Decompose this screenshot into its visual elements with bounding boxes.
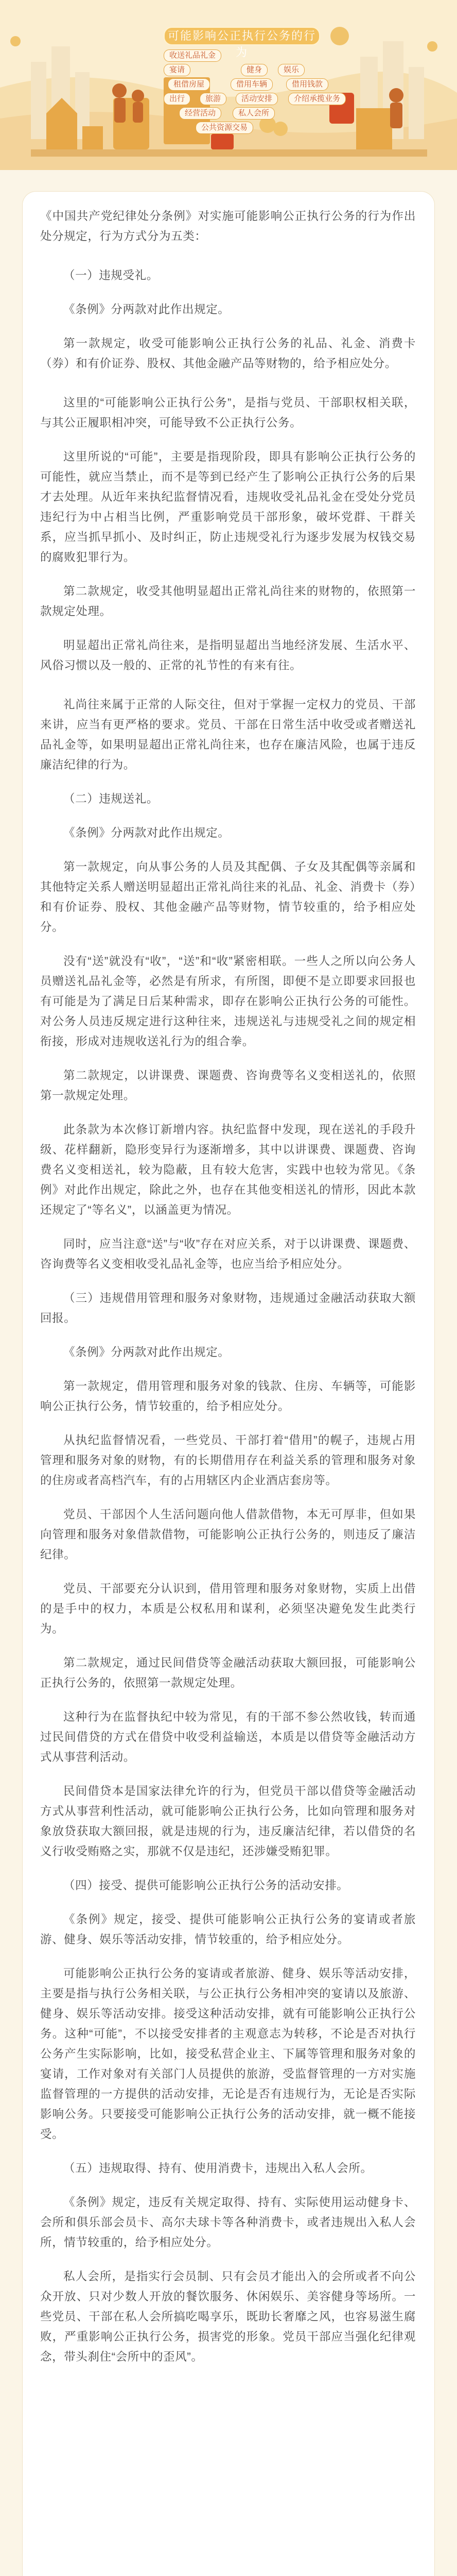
banner-title: 可能影响公正执行公务的行为: [164, 27, 320, 45]
paragraph: 这里的“可能影响公正执行公务”，是指与党员、干部职权相关联，与其公正履职相冲突，可能导致不公正执行公务。: [40, 396, 416, 429]
paragraph: 这里所说的“可能”，主要是指现阶段，即具有影响公正执行公务的可能性，就应当禁止，而不是等到已经产生了影响公正执行公务的后果才去处理。从近年来执纪监督情况看，违规收受礼品礼金在受处分党员违纪行为中占相当比例，严重影响党员干部形象，破坏党群、干群关系，应当抓早抓小、及时纠正，防止违规受礼行为逐步发展为权钱交易的腐败犯罪行为。: [40, 450, 416, 564]
section-heading: （三）违规借用管理和服务对象财物，违规通过金融活动获取大额回报。: [40, 1292, 416, 1325]
paragraph: 明显超出正常礼尚往来，是指明显超出当地经济发展、生活水平、风俗习惯以及一般的、正常的礼节性的有来有往。: [40, 639, 416, 672]
banner-tag: 娱乐: [278, 64, 305, 76]
banner-tag: 健身: [241, 64, 268, 76]
paragraph: 没有“送”就没有“收”，“送”和“收”紧密相联。一些人之所以向公务人员赠送礼品礼金等，必然是有所求，有所图，即便不是立即要求回报也有可能是为了满足日后某种需求，即存在影响公正执行公务的可能性。对公务人员违反规定进行这种往来，违规送礼与违规受礼之间的规定相衔接，形成对违规收送礼行为的组合拳。: [40, 955, 416, 1048]
paragraph: 从执纪监督情况看，一些党员、干部打着“借用”的幌子，违规占用管理和服务对象的财物，有的长期借用存在利益关系的管理和服务对象的住房或者高档汽车，有的占用辖区内企业酒店套房等。: [40, 1434, 416, 1487]
paragraph: 这种行为在监督执纪中较为常见，有的干部不参公然收钱，转而通过民间借贷的方式在借贷中收受利益输送，本质是以借贷等金融活动方式从事营利活动。: [40, 1710, 416, 1764]
banner-tag: 出行: [164, 93, 190, 105]
banner-illustration: [0, 0, 457, 170]
section-heading: （五）违规取得、持有、使用消费卡，违规出入私人会所。: [63, 2162, 373, 2175]
paragraph: 党员、干部要充分认识到，借用管理和服务对象财物，实质上出借的是手中的权力，本质是公权私用和谋利，必须坚决避免发生此类行为。: [40, 1582, 416, 1635]
article-body: [40, 206, 416, 2367]
banner-tag: 活动安排: [236, 93, 278, 105]
banner-tag: 租借房屋: [168, 78, 210, 91]
paragraph: 《条例》分两款对此作出规定。: [63, 303, 230, 316]
banner-tag: 私人会所: [233, 107, 275, 120]
banner-tag: 旅游: [200, 93, 226, 105]
banner-tag: 收送礼品礼金: [164, 49, 221, 62]
header-banner: [0, 0, 457, 170]
paragraph: 《中国共产党纪律处分条例》对实施可能影响公正执行公务的行为作出处分规定，行为方式分为五类：: [40, 210, 416, 243]
banner-tag: 宴请: [164, 64, 190, 76]
paragraph: 礼尚往来属于正常的人际交往，但对于掌握一定权力的党员、干部来讲，应当有更严格的要求。党员、干部在日常生活中收受或者赠送礼品礼金等，如果明显超出正常礼尚往来，也存在廉洁风险，也属于违反廉洁纪律的行为。: [40, 698, 416, 771]
paragraph: 此条款为本次修订新增内容。执纪监督中发现，现在送礼的手段升级、花样翻新，隐形变异行为逐渐增多，其中以讲课费、课题费、咨询费名义变相送礼，较为隐蔽，且有较大危害，实践中也较为常见。《条例》对此作出规定，除此之外，也存在其他变相送礼的情形，因此本款还规定了“等名义”，以涵盖更为情况。: [40, 1123, 416, 1216]
paragraph: 第一款规定，收受可能影响公正执行公务的礼品、礼金、消费卡（券）和有价证券、股权、其他金融产品等财物的，给予相应处分。: [40, 337, 416, 370]
paragraph: 可能影响公正执行公务的宴请或者旅游、健身、娱乐等活动安排，主要是指与执行公务相关联，与公正执行公务相冲突的宴请以及旅游、健身、娱乐等活动安排。接受这种活动安排，就有可能影响公正执行公务。这种“可能”，不以接受安排者的主观意志为转移，不论是否对执行公务产生实际影响，比如，接受私营企业主、下属等管理和服务对象的宴请，工作对象对有关部门人员提供的旅游，受监督管理的一方对实施监督管理的一方提供的活动安排，无论是否有违规行为，无论是否实际影响公务。只要接受可能影响公正执行公务的活动安排，就一概不能接受。: [40, 1967, 416, 2141]
paragraph: 第二款规定，收受其他明显超出正常礼尚往来的财物的，依照第一款规定处理。: [40, 585, 416, 618]
paragraph: 第二款规定，以讲课费、课题费、咨询费等名义变相送礼的，依照第一款规定处理。: [40, 1069, 416, 1102]
banner-tag: 借用钱款: [286, 78, 328, 91]
paragraph: 第一款规定，借用管理和服务对象的钱款、住房、车辆等，可能影响公正执行公务，情节较重的，给予相应处分。: [40, 1380, 416, 1413]
paragraph: 民间借贷本是国家法律允许的行为，但党员干部以借贷等金融活动方式从事营利性活动，就可能影响公正执行公务，比如向管理和服务对象放贷获取大额回报，就是违规的行为，违反廉洁纪律，若以借贷的名义行收受贿赂之实，那就不仅是违纪，还涉嫌受贿犯罪。: [40, 1785, 416, 1858]
banner-tag: 经营活动: [179, 107, 221, 120]
paragraph: 党员、干部因个人生活问题向他人借款借物，本无可厚非，但如果向管理和服务对象借款借物，可能影响公正执行公务的，则违反了廉洁纪律。: [40, 1508, 416, 1561]
paragraph: 《条例》分两款对此作出规定。: [63, 826, 230, 839]
paragraph: 《条例》规定，接受、提供可能影响公正执行公务的宴请或者旅游、健身、娱乐等活动安排，情节较重的，给予相应处分。: [40, 1913, 416, 1946]
section-heading: （二）违规送礼。: [63, 792, 159, 805]
section-heading: （四）接受、提供可能影响公正执行公务的活动安排。: [63, 1879, 349, 1892]
paragraph: 《条例》分两款对此作出规定。: [63, 1346, 230, 1359]
paragraph: 私人会所，是指实行会员制、只有会员才能出入的会所或者不向公众开放、只对少数人开放的餐饮服务、休闲娱乐、美容健身等场所。一些党员、干部在私人会所搞吃喝享乐，既助长奢靡之风，也容易滋生腐败，严重影响公正执行公务，损害党的形象。党员干部应当强化纪律观念，带头刹住“会所中的歪风”。: [40, 2270, 416, 2363]
section-heading: （一）违规受礼。: [63, 269, 159, 282]
paragraph: 《条例》规定，违反有关规定取得、持有、实际使用运动健身卡、会所和俱乐部会员卡、高尔夫球卡等各种消费卡，或者违规出入私人会所，情节较重的，给予相应处分。: [40, 2196, 416, 2249]
banner-tag: 介绍承揽业务: [288, 93, 346, 105]
paragraph: 第二款规定，通过民间借贷等金融活动获取大额回报，可能影响公正执行公务的，依照第一款规定处理。: [40, 1656, 416, 1689]
article-card: [23, 192, 434, 2576]
banner-tag: 借用车辆: [231, 78, 273, 91]
paragraph: 同时，应当注意“送”与“收”存在对应关系，对于以讲课费、课题费、咨询费等名义变相收受礼品礼金等，也应当给予相应处分。: [40, 1238, 416, 1270]
banner-tag: 公共资源交易: [196, 122, 253, 134]
paragraph: 第一款规定，向从事公务的人员及其配偶、子女及其配偶等亲属和其他特定关系人赠送明显超出正常礼尚往来的礼品、礼金、消费卡（券）和有价证券、股权、其他金融产品等财物，情节较重的，给予相应处分。: [40, 860, 416, 934]
